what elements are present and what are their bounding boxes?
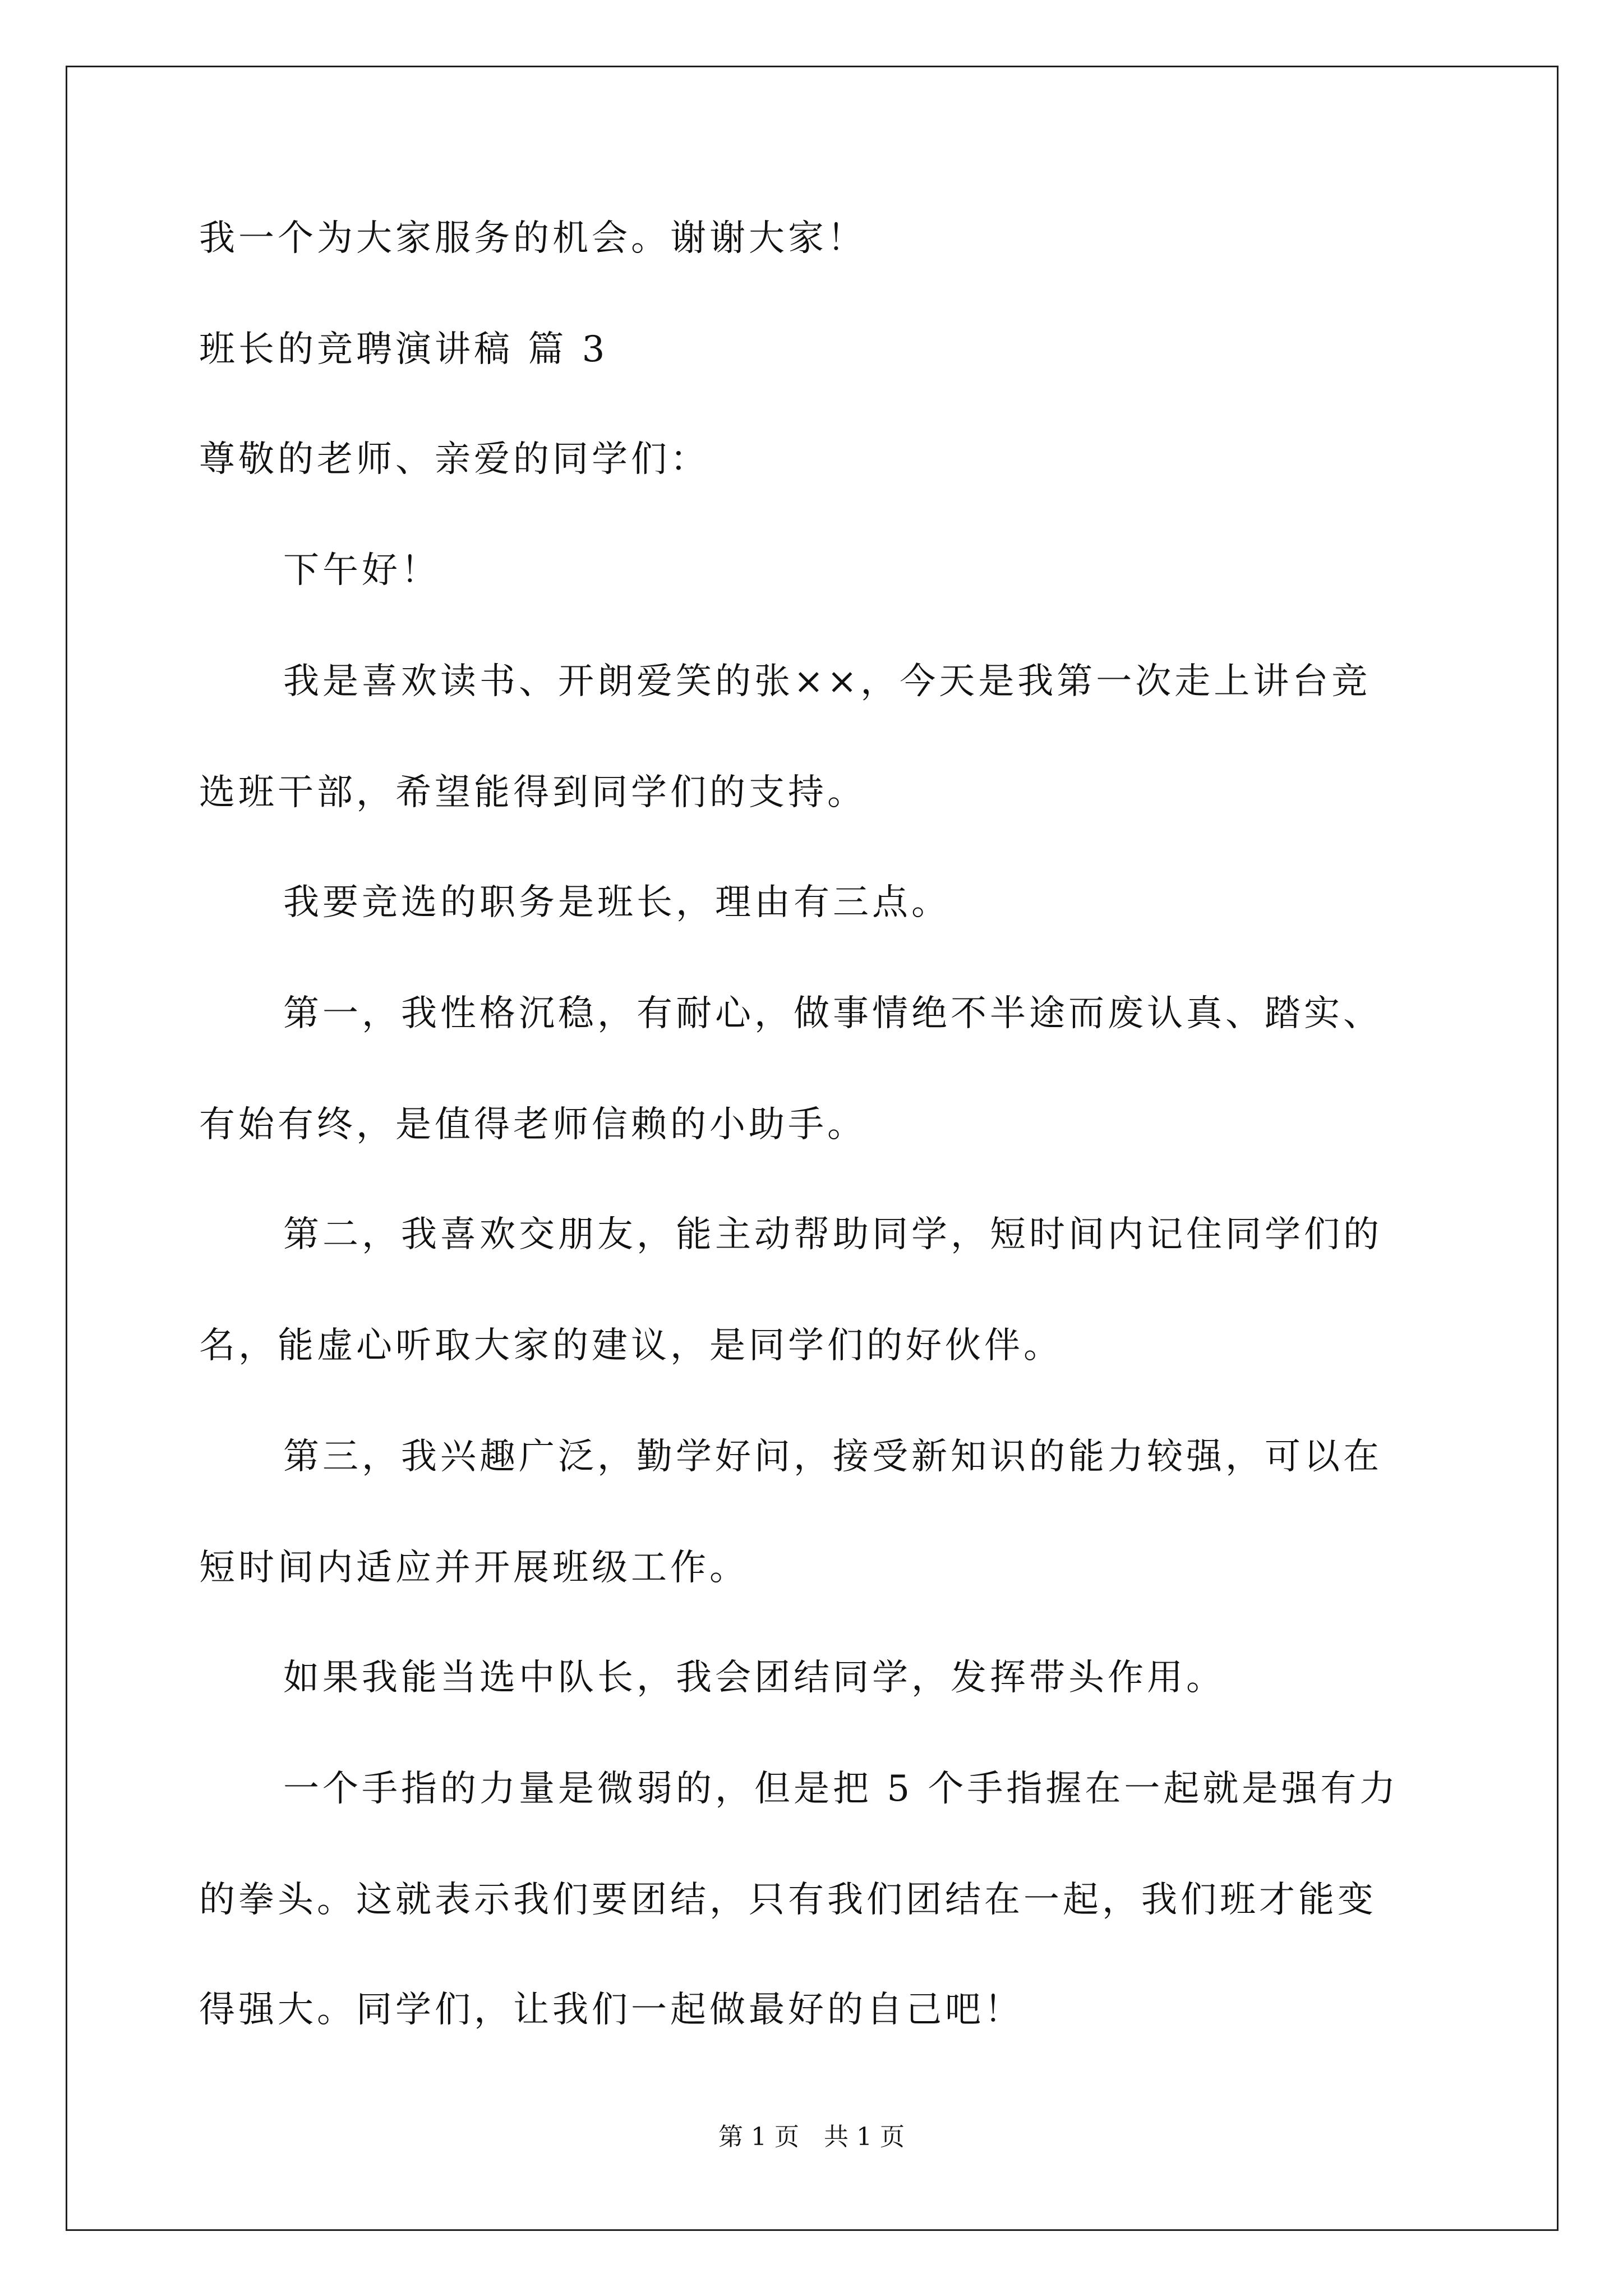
paragraph-line: 得强大。同学们，让我们一起做最好的自己吧！ [199,1989,1023,2031]
paragraph-line: 选班干部，希望能得到同学们的支持。 [199,772,866,813]
paragraph-line: 名，能虚心听取大家的建议，是同学们的好伙伴。 [199,1325,1063,1366]
paragraph-line: 一个手指的力量是微弱的，但是把 5 个手指握在一起就是强有力 [283,1768,1399,1810]
paragraph-line: 第三，我兴趣广泛，勤学好问，接受新知识的能力较强，可以在 [283,1436,1382,1478]
greeting: 下午好！ [283,550,440,591]
paragraph-line: 如果我能当选中队长，我会团结同学，发挥带头作用。 [283,1657,1225,1699]
paragraph-line: 第一，我性格沉稳，有耐心，做事情绝不半途而废认真、踏实、 [283,993,1382,1034]
text-line: 我一个为大家服务的机会。谢谢大家！ [199,218,866,259]
section-heading: 班长的竞聘演讲稿 篇 3 [199,329,608,370]
salutation: 尊敬的老师、亲爱的同学们： [199,439,709,480]
paragraph-line: 的拳头。这就表示我们要团结，只有我们团结在一起，我们班才能变 [199,1879,1377,1921]
paragraph-line: 短时间内适应并开展班级工作。 [199,1547,749,1589]
paragraph-line: 我是喜欢读书、开朗爱笑的张××，今天是我第一次走上讲台竞 [283,661,1371,702]
paragraph-line: 第二，我喜欢交朋友，能主动帮助同学，短时间内记住同学们的 [283,1214,1382,1255]
page-number-footer: 第 1 页 共 1 页 [718,2123,905,2151]
paragraph-line: 我要竞选的职务是班长，理由有三点。 [283,882,951,923]
paragraph-line: 有始有终，是值得老师信赖的小助手。 [199,1104,866,1145]
